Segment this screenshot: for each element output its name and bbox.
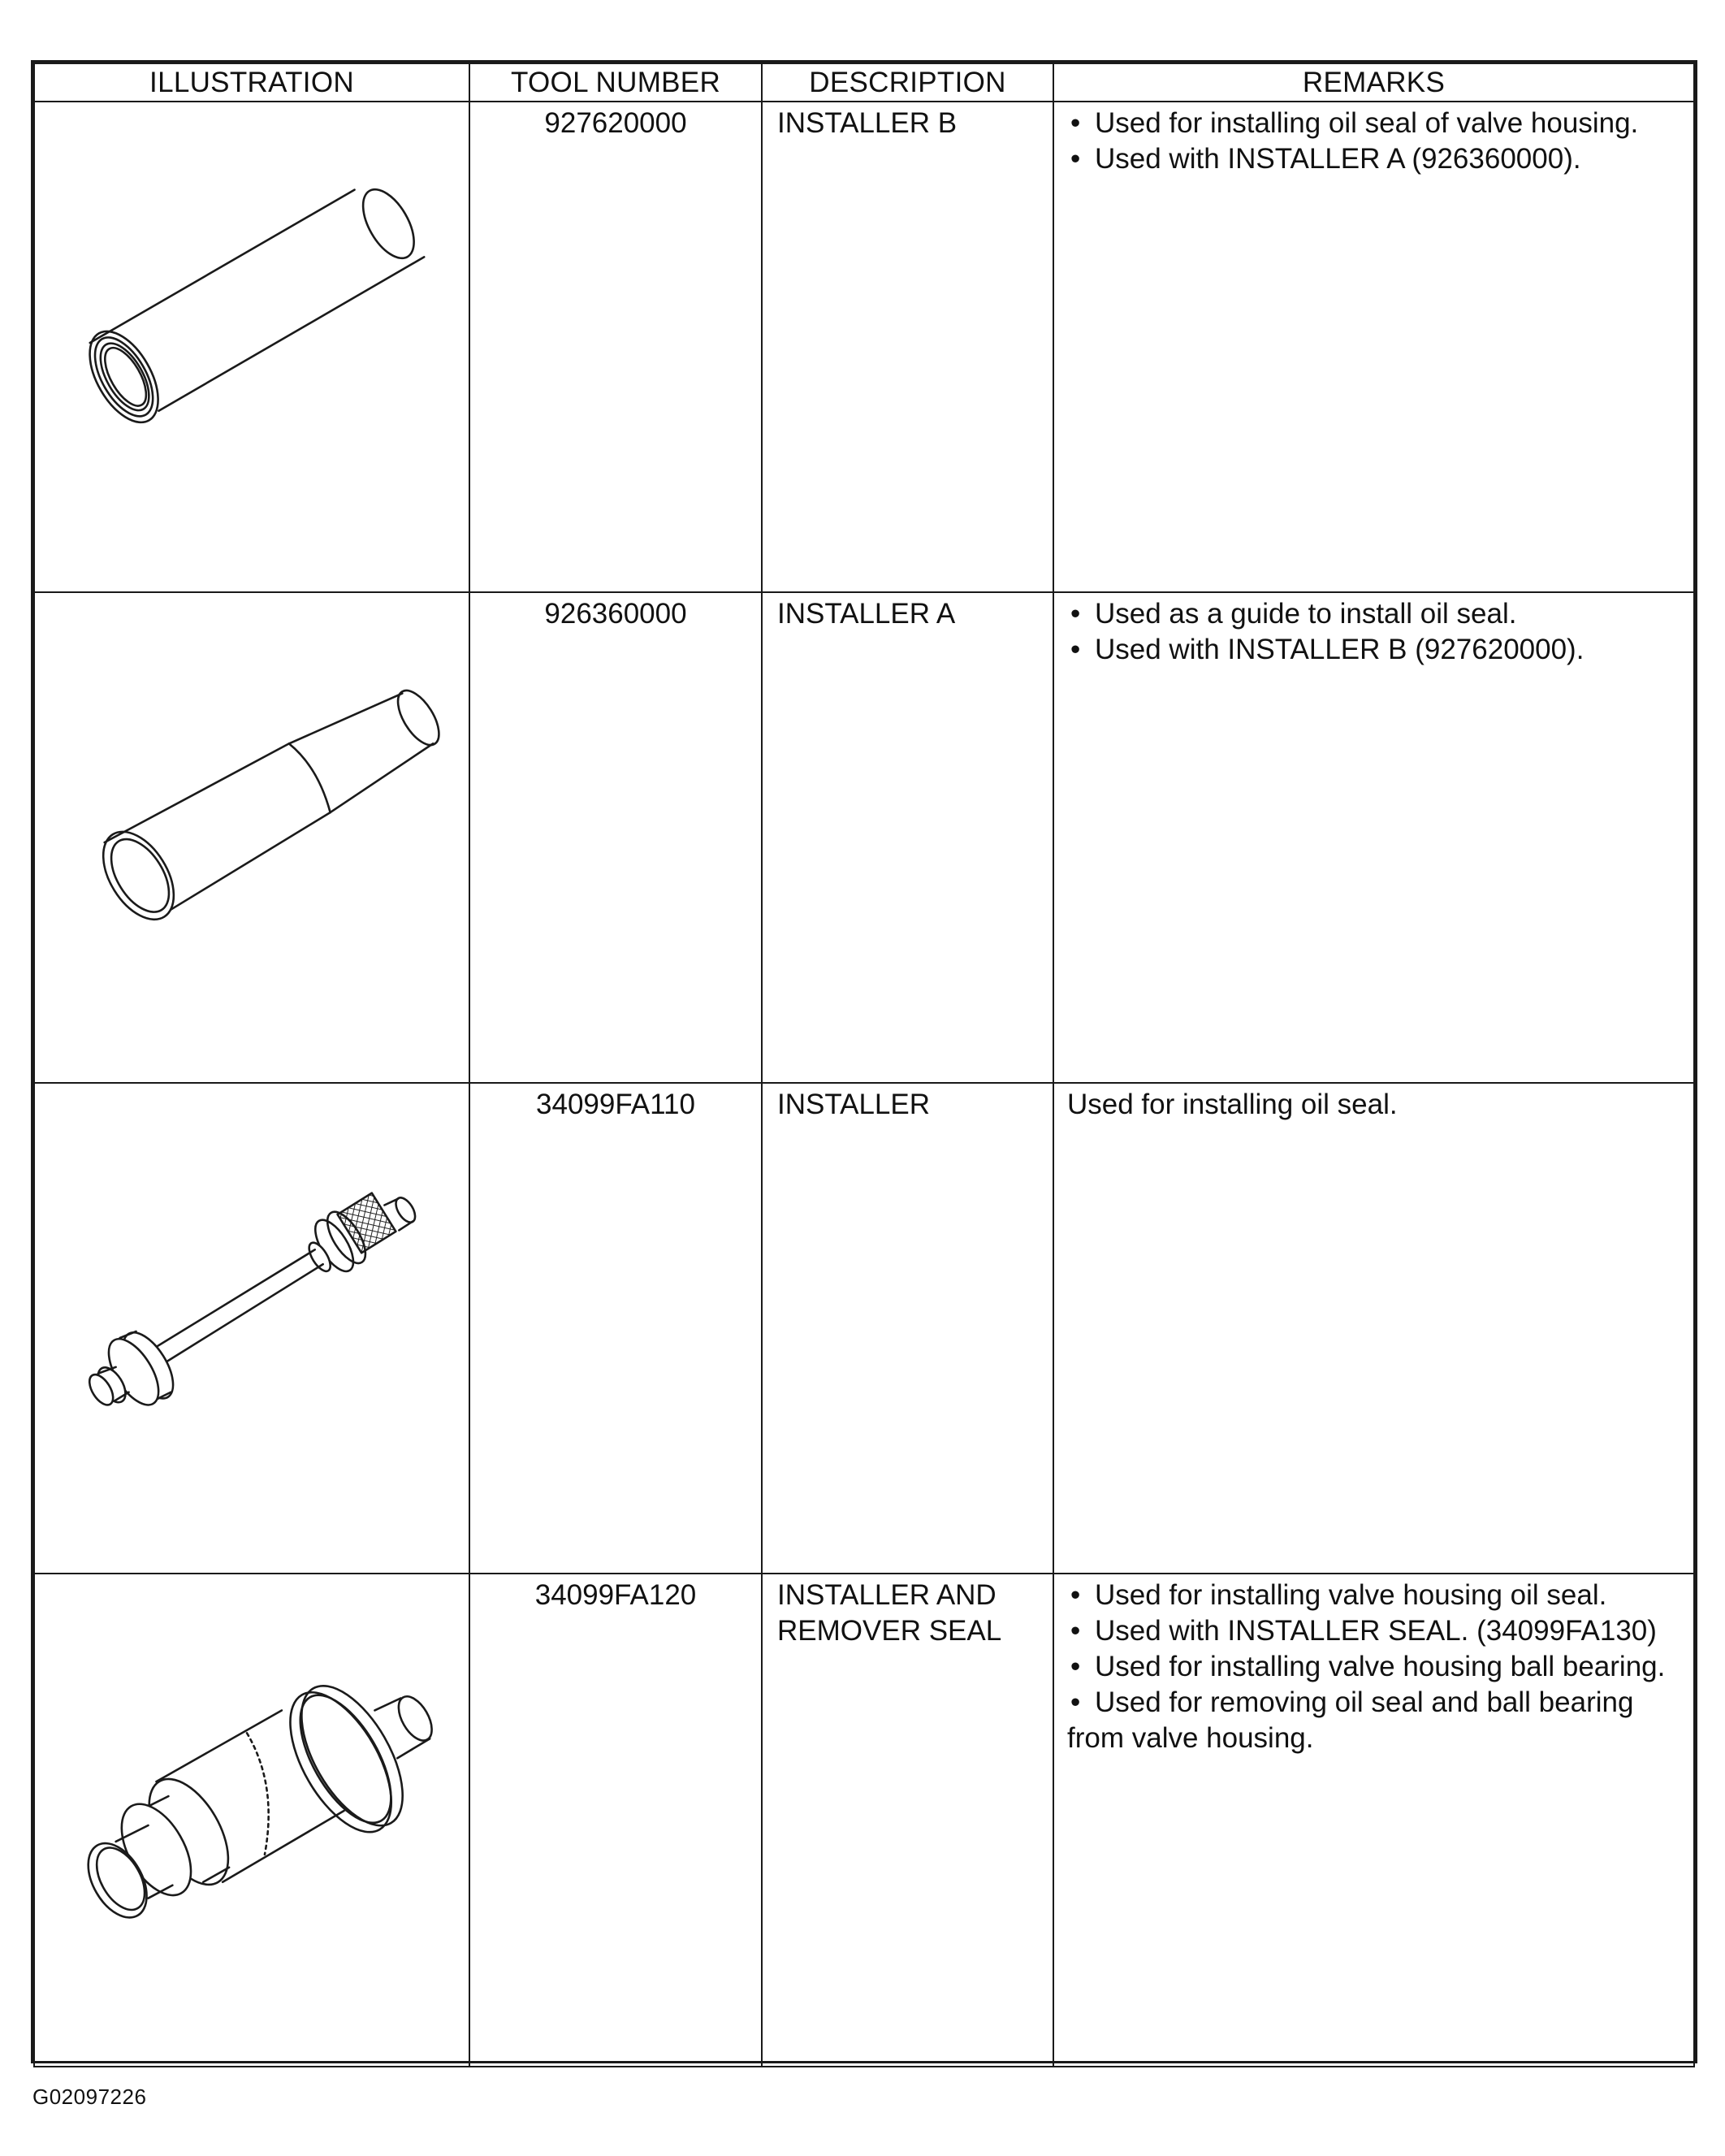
remarks-list — [1067, 1578, 1685, 1756]
remark-item: • Used with INSTALLER A (926360000). — [1067, 141, 1685, 177]
table-row — [34, 1574, 1694, 2067]
remarks-list — [1067, 106, 1685, 177]
header-illustration: ILLUSTRATION — [34, 63, 469, 102]
tool-number-cell: 34099FA110 — [469, 1083, 762, 1574]
installer-b-sleeve-icon — [35, 102, 469, 591]
remark-item: • Used for installing valve housing oil seal. — [1067, 1578, 1685, 1613]
header-row — [34, 63, 1694, 102]
description-line: INSTALLER AND — [777, 1579, 997, 1611]
remarks-cell — [1053, 1083, 1694, 1574]
header-tool-number: TOOL NUMBER — [469, 63, 762, 102]
header-description: DESCRIPTION — [762, 63, 1053, 102]
remarks-list — [1067, 596, 1685, 668]
remark-item: • Used as a guide to install oil seal. — [1067, 596, 1685, 632]
remark-item: • Used for installing oil seal of valve housing. — [1067, 106, 1685, 141]
remark-text: Used for installing oil seal. — [1067, 1089, 1398, 1120]
tool-number-cell: 34099FA120 — [469, 1574, 762, 2067]
special-tools-table — [31, 60, 1697, 2063]
description-cell — [762, 592, 1053, 1083]
description-cell — [762, 1574, 1053, 2067]
remarks-cell — [1053, 102, 1694, 592]
illustration-cell — [34, 1083, 469, 1574]
description-cell — [762, 102, 1053, 592]
installer-remover-seal-icon — [35, 1574, 469, 2066]
remark-item: • Used for removing oil seal and ball bearing from valve housing. — [1067, 1685, 1685, 1756]
description-line: INSTALLER — [777, 1089, 931, 1120]
installer-knurled-rod-icon — [35, 1084, 469, 1573]
remark-item: • Used for installing valve housing ball bearing. — [1067, 1649, 1685, 1685]
remark-item: • Used with INSTALLER B (927620000). — [1067, 632, 1685, 668]
table-row — [34, 102, 1694, 592]
installer-a-guide-icon — [35, 593, 469, 1082]
table-row — [34, 592, 1694, 1083]
description-line: INSTALLER A — [777, 598, 956, 630]
table-row — [34, 1083, 1694, 1574]
description-line: INSTALLER B — [777, 107, 958, 139]
header-remarks: REMARKS — [1053, 63, 1694, 102]
description-line: REMOVER SEAL — [777, 1615, 1002, 1647]
tool-number-cell: 926360000 — [469, 592, 762, 1083]
remark-item: • Used with INSTALLER SEAL. (34099FA130) — [1067, 1613, 1685, 1649]
illustration-cell — [34, 102, 469, 592]
illustration-cell — [34, 592, 469, 1083]
description-cell — [762, 1083, 1053, 1574]
figure-code: G02097226 — [32, 2085, 147, 2109]
illustration-cell — [34, 1574, 469, 2067]
remarks-cell — [1053, 1574, 1694, 2067]
remarks-cell — [1053, 592, 1694, 1083]
tool-number-cell: 927620000 — [469, 102, 762, 592]
